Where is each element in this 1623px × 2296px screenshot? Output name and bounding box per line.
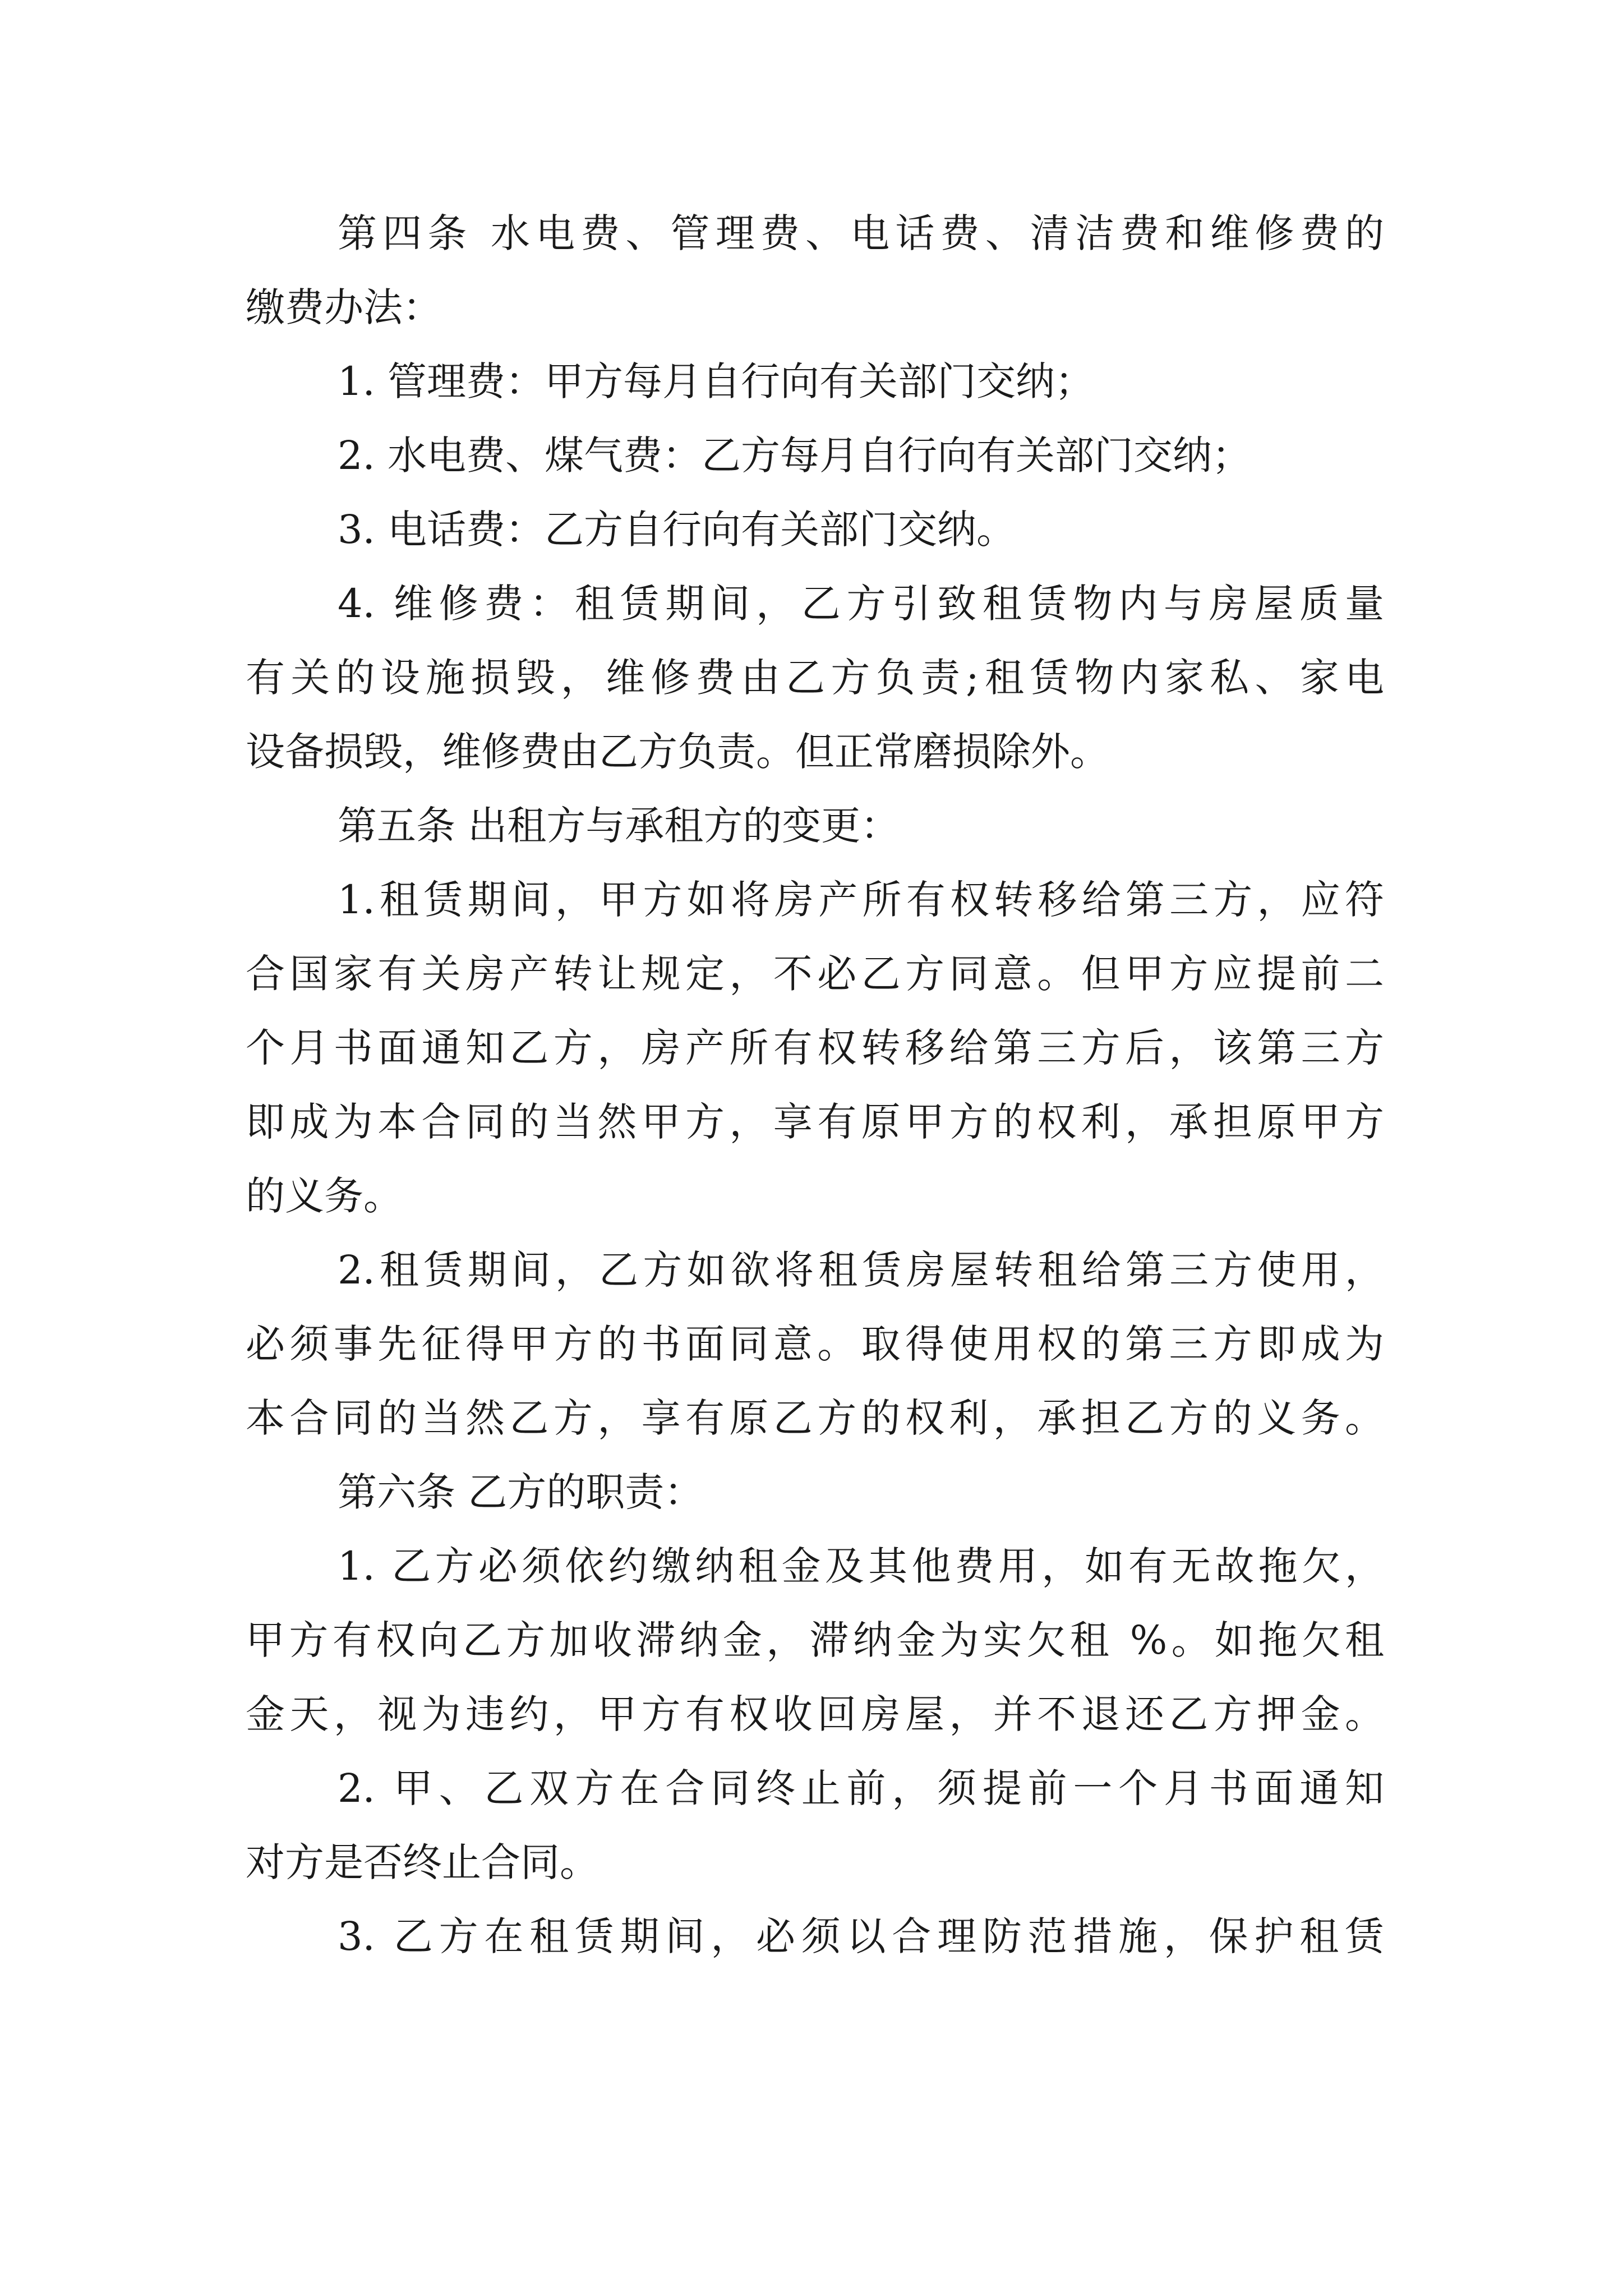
text-line: 3. 乙方在租赁期间，必须以合理防范措施，保护租赁 [338,1913,1384,1959]
text-line: 有关的设施损毁，维修费由乙方负责;租赁物内家私、家电 [246,655,1384,701]
document-page [246,196,1384,1973]
text-line: 合国家有关房产转让规定，不必乙方同意。但甲方应提前二 [246,951,1384,997]
text-line: 缴费办法： [246,284,442,330]
text-line: 个月书面通知乙方，房产所有权转移给第三方后，该第三方 [246,1025,1384,1071]
text-line: 甲方有权向乙方加收滞纳金，滞纳金为实欠租 %。如拖欠租 [246,1617,1384,1663]
text-line: 本合同的当然乙方，享有原乙方的权利，承担乙方的义务。 [246,1395,1384,1441]
text-line: 2. 甲、乙双方在合同终止前，须提前一个月书面通知 [338,1765,1384,1811]
text-line: 第六条 乙方的职责： [338,1469,704,1515]
text-line: 4. 维修费：租赁期间，乙方引致租赁物内与房屋质量 [338,581,1384,627]
text-line: 2.租赁期间，乙方如欲将租赁房屋转租给第三方使用， [338,1247,1384,1293]
text-line: 设备损毁，维修费由乙方负责。但正常磨损除外。 [246,729,1109,775]
text-line: 金天，视为违约，甲方有权收回房屋，并不退还乙方押金。 [246,1691,1384,1737]
text-line: 1.租赁期间，甲方如将房产所有权转移给第三方，应符 [338,877,1384,923]
text-line: 1. 乙方必须依约缴纳租金及其他费用，如有无故拖欠， [338,1543,1384,1589]
text-line: 必须事先征得甲方的书面同意。取得使用权的第三方即成为 [246,1321,1384,1367]
text-line: 第五条 出租方与承租方的变更： [338,803,900,849]
text-line: 的义务。 [246,1173,403,1219]
text-line: 3. 电话费：乙方自行向有关部门交纳。 [338,507,1016,553]
text-line: 第四条 水电费、管理费、电话费、清洁费和维修费的 [338,210,1384,256]
text-line: 2. 水电费、煤气费：乙方每月自行向有关部门交纳； [338,432,1252,478]
text-line: 即成为本合同的当然甲方，享有原甲方的权利，承担原甲方 [246,1099,1384,1145]
text-line: 对方是否终止合同。 [246,1839,599,1885]
text-line: 1. 管理费：甲方每月自行向有关部门交纳； [338,358,1095,404]
